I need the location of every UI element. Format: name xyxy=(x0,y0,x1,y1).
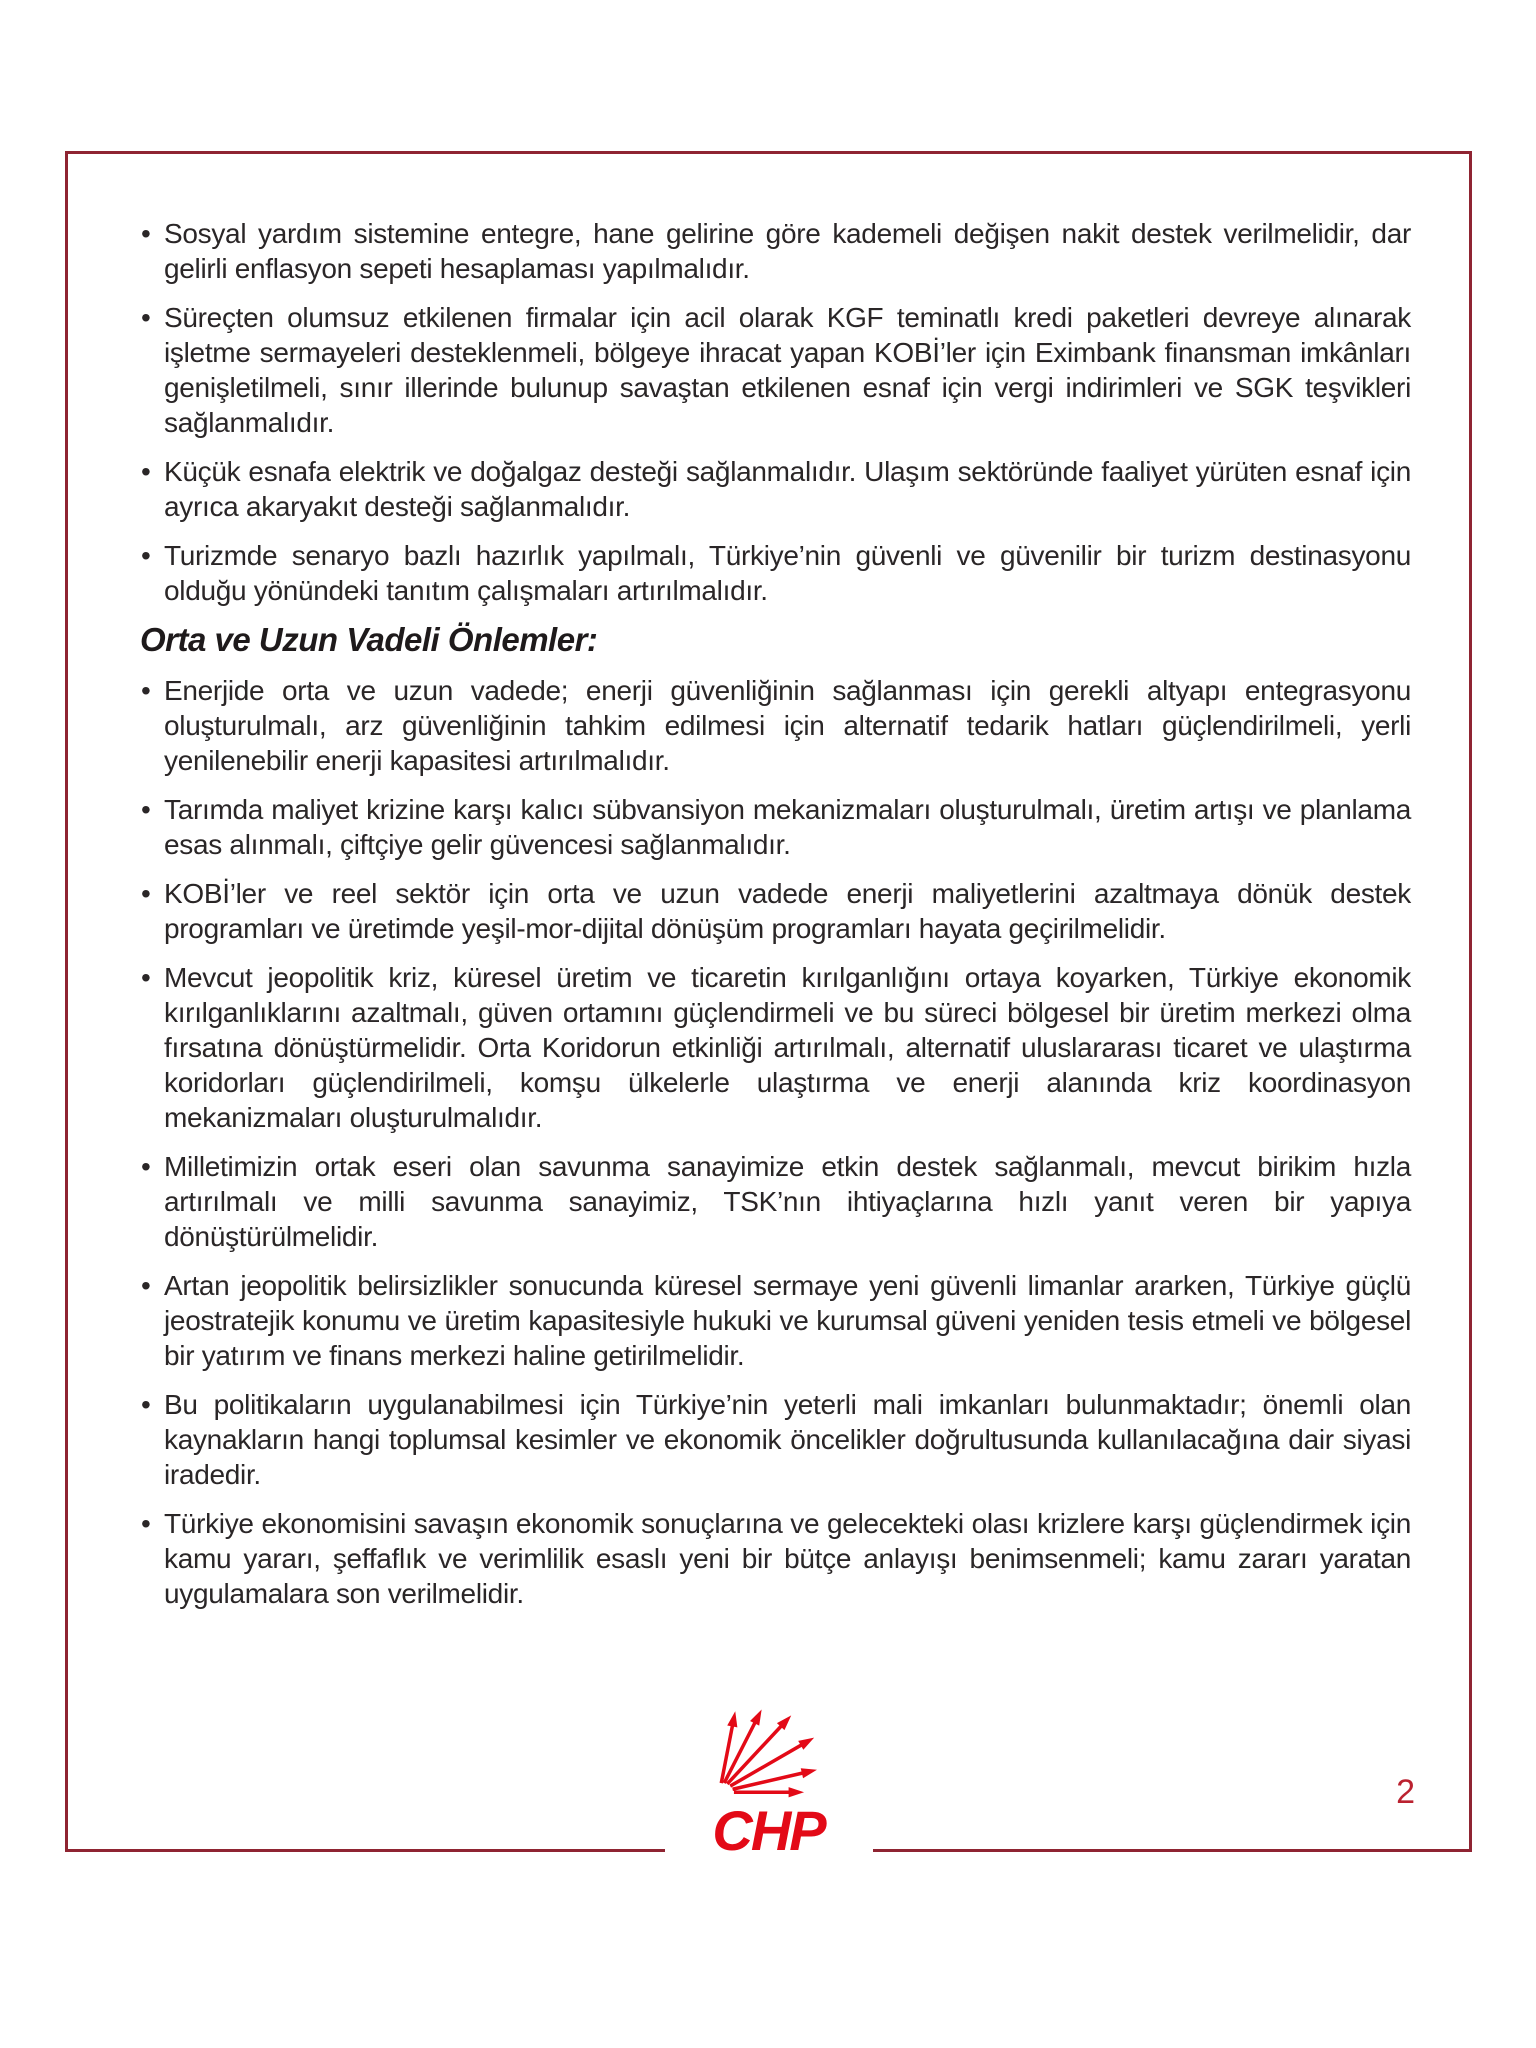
chp-logo-text: CHP xyxy=(712,1799,825,1862)
bullet-item: • Sosyal yardım sistemine entegre, hane gelirine göre kademeli değişen nakit destek verilmelidir, dar gelirli enflasyon sepeti hesaplaması yapılmalıdır. xyxy=(140,216,1411,286)
bullet-item: • Artan jeopolitik belirsizlikler sonucunda küresel sermaye yeni güvenli limanlar ararken, Türkiye güçlü jeostratejik konumu ve üretim kapasitesiyle hukuki ve kurumsal güveni yeniden tesis etmeli ve bölgesel bir yatırım ve finans merkezi haline getirilmelidir. xyxy=(140,1268,1411,1373)
bullet-item: • Turizmde senaryo bazlı hazırlık yapılmalı, Türkiye’nin güvenli ve güvenilir bir turizm destinasyonu olduğu yönündeki tanıtım çalışmaları artırılmalıdır. xyxy=(140,538,1411,608)
page-border-frame xyxy=(65,151,1472,1862)
bullet-item: • Milletimizin ortak eseri olan savunma sanayimize etkin destek sağlanmalı, mevcut birikim hızla artırılmalı ve milli savunma sanayimiz, TSK’nın ihtiyaçlarına hızlı yanıt veren bir yapıya dönüştürülmelidir. xyxy=(140,1149,1411,1254)
page-number: 2 xyxy=(1396,1773,1415,1811)
section-heading: Orta ve Uzun Vadeli Önlemler: xyxy=(140,621,598,658)
bullet-item: • Süreçten olumsuz etkilenen firmalar için acil olarak KGF teminatlı kredi paketleri devreye alınarak işletme sermayeleri desteklenmeli, bölgeye ihracat yapan KOBİ’ler için Eximbank finansman imkânları genişletilmeli, sınır illerinde bulunup savaştan etkilenen esnaf için vergi indirimleri ve SGK teşvikleri sağlanmalıdır. xyxy=(140,300,1411,440)
bullet-item: • Tarımda maliyet krizine karşı kalıcı sübvansiyon mekanizmaları oluşturulmalı, üretim artışı ve planlama esas alınmalı, çiftçiye gelir güvencesi sağlanmalıdır. xyxy=(140,792,1411,862)
bullet-item: • Bu politikaların uygulanabilmesi için Türkiye’nin yeterli mali imkanları bulunmaktadır; önemli olan kaynakların hangi toplumsal kesimler ve ekonomik öncelikler doğrultusunda kullanılacağına dair siyasi iradedir. xyxy=(140,1387,1411,1492)
bullet-item: • KOBİ’ler ve reel sektör için orta ve uzun vadede enerji maliyetlerini azaltmaya dönük destek programları ve üretimde yeşil-mor-dijital dönüşüm programları hayata geçirilmelidir. xyxy=(140,876,1411,946)
bullet-item: • Mevcut jeopolitik kriz, küresel üretim ve ticaretin kırılganlığını ortaya koyarken, Türkiye ekonomik kırılganlıklarını azaltmalı, güven ortamını güçlendirmeli ve bu süreci bölgesel bir üretim merkezi olma fırsatına dönüştürmelidir. Orta Koridorun etkinliği artırılmalı, alternatif uluslararası ticaret ve ulaştırma koridorları güçlendirilmeli, komşu ülkelerle ulaştırma ve enerji alanında kriz koordinasyon mekanizmaları oluşturulmalıdır. xyxy=(140,960,1411,1135)
bullet-item: • Enerjide orta ve uzun vadede; enerji güvenliğinin sağlanması için gerekli altyapı entegrasyonu oluşturulmalı, arz güvenliğinin tahkim edilmesi için alternatif tedarik hatları güçlendirilmeli, yerli yenilenebilir enerji kapasitesi artırılmalıdır. xyxy=(140,673,1411,778)
bullet-list-short-term xyxy=(140,216,1411,608)
bullet-list-medium-long-term xyxy=(140,673,1411,1611)
bullet-item: • Küçük esnafa elektrik ve doğalgaz desteği sağlanmalıdır. Ulaşım sektöründe faaliyet yürüten esnaf için ayrıca akaryakıt desteği sağlanmalıdır. xyxy=(140,454,1411,524)
six-arrows-icon xyxy=(703,1701,835,1801)
bullet-item: • Türkiye ekonomisini savaşın ekonomik sonuçlarına ve gelecekteki olası krizlere karşı güçlendirmek için kamu yararı, şeffaflık ve verimlilik esaslı yeni bir bütçe anlayışı benimsenmeli; kamu zararı yaratan uygulamalara son verilmelidir. xyxy=(140,1506,1411,1611)
body-text xyxy=(68,154,1469,1611)
chp-logo xyxy=(665,1701,873,1883)
